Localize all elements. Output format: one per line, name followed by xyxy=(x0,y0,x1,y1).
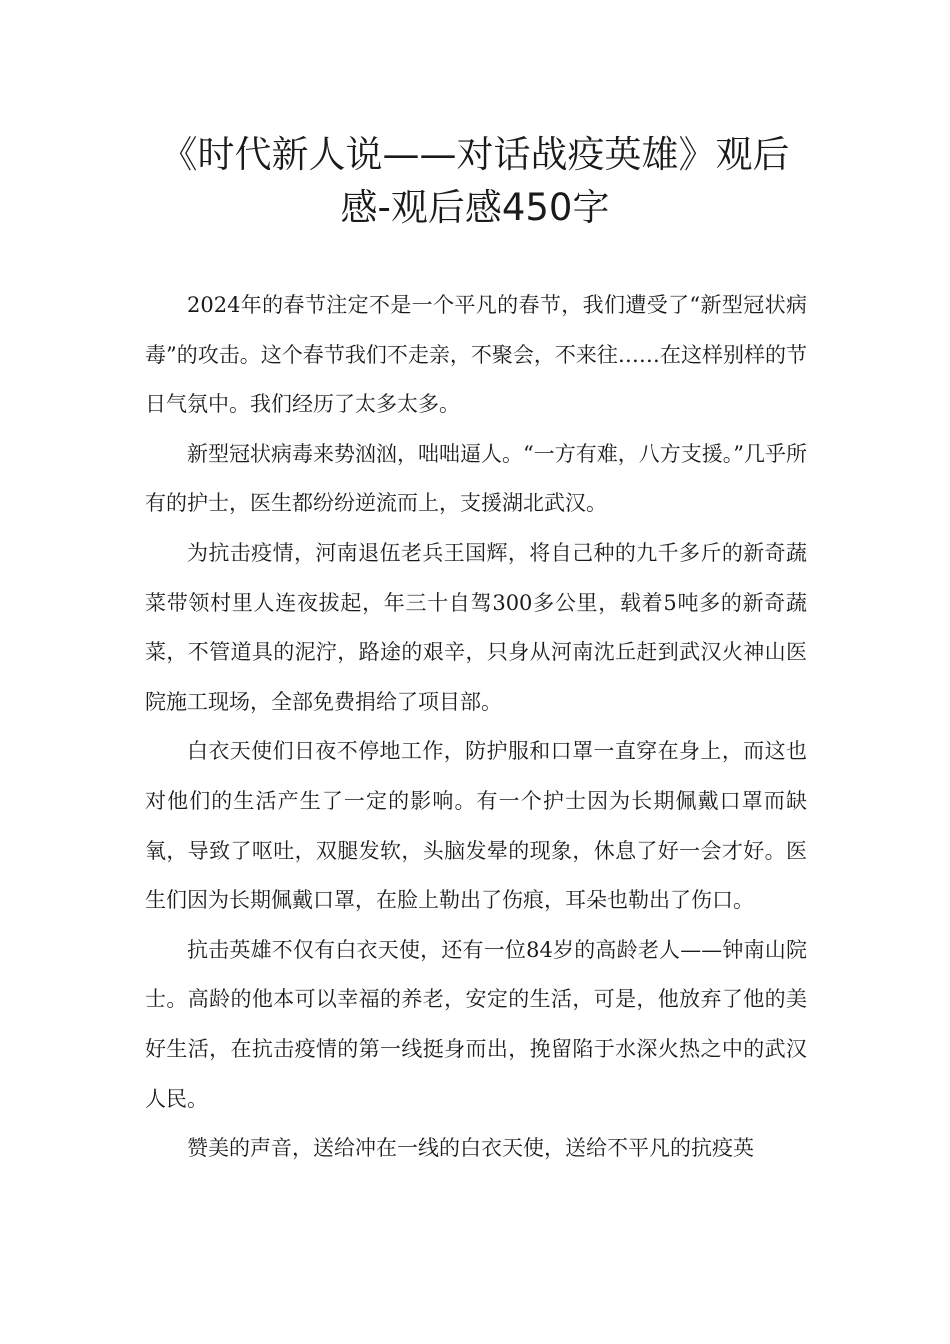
title-line-2: 感-观后感450字 xyxy=(340,186,610,229)
paragraph: 2024年的春节注定不是一个平凡的春节，我们遭受了“新型冠状病毒”的攻击。这个春节我们不走亲，不聚会，不来往……在这样别样的节日气氛中。我们经历了太多太多。 xyxy=(145,293,807,417)
document-title xyxy=(120,128,830,234)
paragraph: 为抗击疫情，河南退伍老兵王国辉，将自己种的九千多斤的新奇蔬菜带领村里人连夜拔起，年三十自驾300多公里，载着5吨多的新奇蔬菜，不管道具的泥泞，路途的艰辛，只身从河南沈丘赶到武汉火神山医院施工现场，全部免费捐给了项目部。 xyxy=(145,540,807,714)
title-line-1: 《时代新人说——对话战疫英雄》观后 xyxy=(160,133,790,176)
paragraph: 新型冠状病毒来势汹汹，咄咄逼人。“一方有难，八方支援。”几乎所有的护士，医生都纷纷逆流而上，支援湖北武汉。 xyxy=(145,441,807,516)
document-body xyxy=(145,281,807,1174)
paragraph: 赞美的声音，送给冲在一线的白衣天使，送给不平凡的抗疫英 xyxy=(187,1136,754,1161)
paragraph: 抗击英雄不仅有白衣天使，还有一位84岁的高龄老人——钟南山院士。高龄的他本可以幸福的养老，安定的生活，可是，他放弃了他的美好生活，在抗击疫情的第一线挺身而出，挽留陷于水深火热之中的武汉人民。 xyxy=(145,937,807,1111)
paragraph: 白衣天使们日夜不停地工作，防护服和口罩一直穿在身上，而这也对他们的生活产生了一定的影响。有一个护士因为长期佩戴口罩而缺氧，导致了呕吐，双腿发软，头脑发晕的现象，休息了好一会才好。医生们因为长期佩戴口罩，在脸上勒出了伤痕，耳朵也勒出了伤口。 xyxy=(145,739,807,913)
